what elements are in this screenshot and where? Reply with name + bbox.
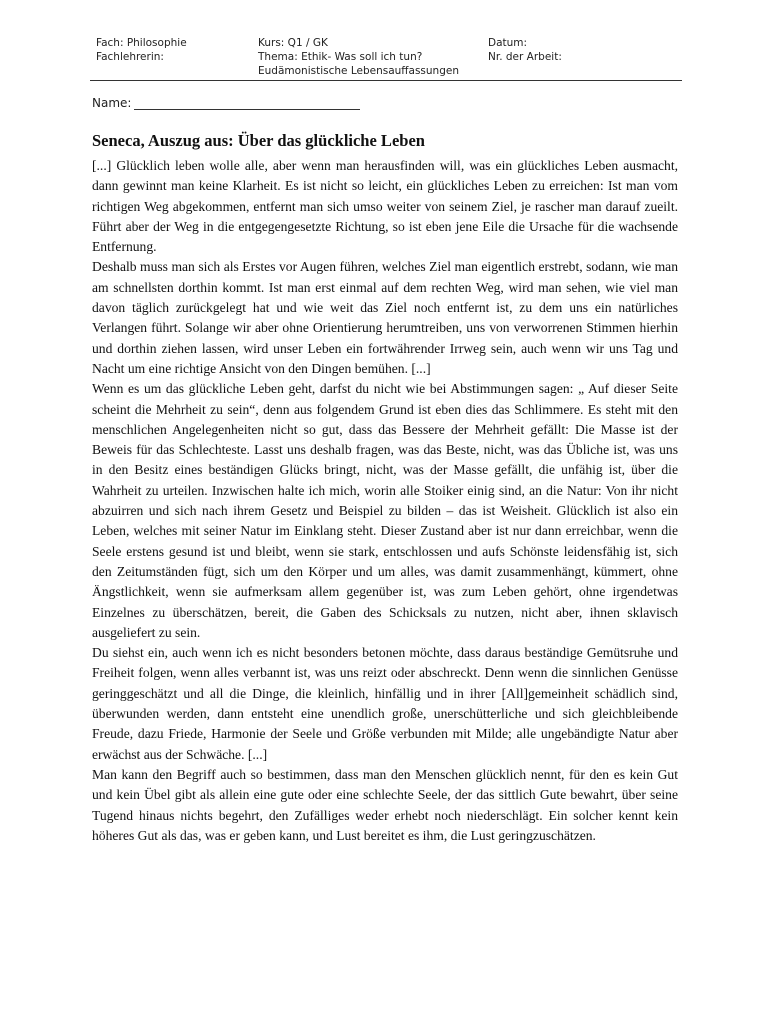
document-title: Seneca, Auszug aus: Über das glückliche Leben: [92, 131, 425, 150]
subject-field: Fach: Philosophie: [96, 37, 187, 49]
paragraph-1: [...] Glücklich leben wolle alle, aber wenn man herausfinden will, was ein glückliches Leben ausmacht, dann gewinnt man keine Klarheit. Es ist nicht so leicht, ein glückliches Leben zu erreichen: Ist man vom richtigen Weg abgekommen, entfernt man sich umso weiter von seinem Ziel, je rascher man darauf zueilt. Führt aber der Weg in die entgegengesetzte Richtung, so ist eben jene Eile die Ursache für die wachsende Entfernung.: [92, 158, 678, 255]
header-column-date: [488, 36, 562, 64]
name-label: Name:: [92, 96, 132, 110]
body-text: [92, 156, 678, 846]
paragraph-5: Man kann den Begriff auch so bestimmen, dass man den Menschen glücklich nennt, für den es kein Gut und kein Übel gibt als allein eine gute oder eine schlechte Seele, der das sittlich Gute bewahrt, über seine Tugend hinaus nichts begehrt, den Zufälliges weder erhebt noch niederschlägt. Ein solcher kennt kein höheres Gut als das, was er geben kann, und Lust bereitet es ihm, die Lust geringzuschätzen.: [92, 766, 678, 843]
paragraph-2: Deshalb muss man sich als Erstes vor Augen führen, welches Ziel man eigentlich erstrebt, sodann, wie man am schnellsten dorthin kommt. Ist man erst einmal auf dem rechten Weg, wird man sehen, wie viel man davon täglich zurückgelegt hat und wie weit das Ziel noch entfernt ist, zu dem uns ein natürliches Verlangen führt. Solange wir aber ohne Orientierung herumtreiben, uns von verworrenen Stimmen hierhin und dorthin ziehen lassen, wird unser Leben ein fortwährender Irrweg sein, auch wenn wir uns Tag und Nacht um eine richtige Ansicht von den Dingen bemühen. [...]: [92, 259, 678, 376]
teacher-field: Fachlehrerin:: [96, 51, 164, 63]
header-column-course: [258, 36, 459, 78]
paragraph-3: Wenn es um das glückliche Leben geht, darfst du nicht wie bei Abstimmungen sagen: „ Auf dieser Seite scheint die Mehrheit zu sein“, denn aus folgendem Grund ist eben dies das Schlimmere. Es steht mit den menschlichen Angelegenheiten nicht so gut, dass das Bessere der Mehrheit gefällt: Die Masse ist der Beweis für das Schlechteste. Lasst uns deshalb fragen, was das Beste, nicht, was das Übliche ist, was uns in den Besitz eines beständigen Glücks bringt, nicht, was der Masse gefällt, die unfähig ist, über die Wahrheit zu urteilen. Inzwischen halte ich mich, worin alle Stoiker einig sind, an die Natur: Von ihr nicht abzuirren und sich nach ihrem Gesetz und Beispiel zu bilden – das ist Weisheit. Glücklich ist also ein Leben, welches mit seiner Natur im Einklang steht. Dieser Zustand aber ist nur dann erreichbar, wenn die Seele erstens gesund ist und bleibt, wenn sie stark, entschlossen und aufs Schönste leidensfähig ist, sich den Zeitumständen fügt, sich um den Körper und um alles, was damit zusammenhängt, kümmert, ohne Ängstlichkeit, wenn sie aufmerksam allem gegenüber ist, was zum Leben gehört, ohne irgendetwas Einzelnes zu überschätzen, bereit, die Gaben des Schicksals zu nutzen, nicht aber, ihnen sklavisch ausgeliefert zu sein.: [92, 381, 678, 640]
header-column-subject: [96, 36, 187, 64]
paragraph-4: Du siehst ein, auch wenn ich es nicht besonders betonen möchte, dass daraus beständige Gemütsruhe und Freiheit folgen, wenn alles verbannt ist, was uns reizt oder abschreckt. Denn wenn die sinnlichen Genüsse geringgeschätzt und all die Dinge, die kleinlich, hinfällig und in ihrer [All]gemeinheit schädlich sind, überwunden werden, dann entsteht eine unendlich große, unerschütterliche und sich gleichbleibende Freude, dazu Friede, Harmonie der Seele und Größe verbunden mit Milde; alle ungebändigte Natur aber erwächst aus der Schwäche. [...]: [92, 645, 678, 762]
worksheet-header: [90, 36, 682, 81]
topic-field: Thema: Ethik- Was soll ich tun?: [258, 51, 423, 63]
name-field: [92, 96, 360, 110]
course-field: Kurs: Q1 / GK: [258, 37, 328, 49]
work-number-field: Nr. der Arbeit:: [488, 51, 562, 63]
date-field: Datum:: [488, 37, 528, 49]
name-blank-line: [134, 97, 360, 110]
subtopic-field: Eudämonistische Lebensauffassungen: [258, 65, 459, 77]
